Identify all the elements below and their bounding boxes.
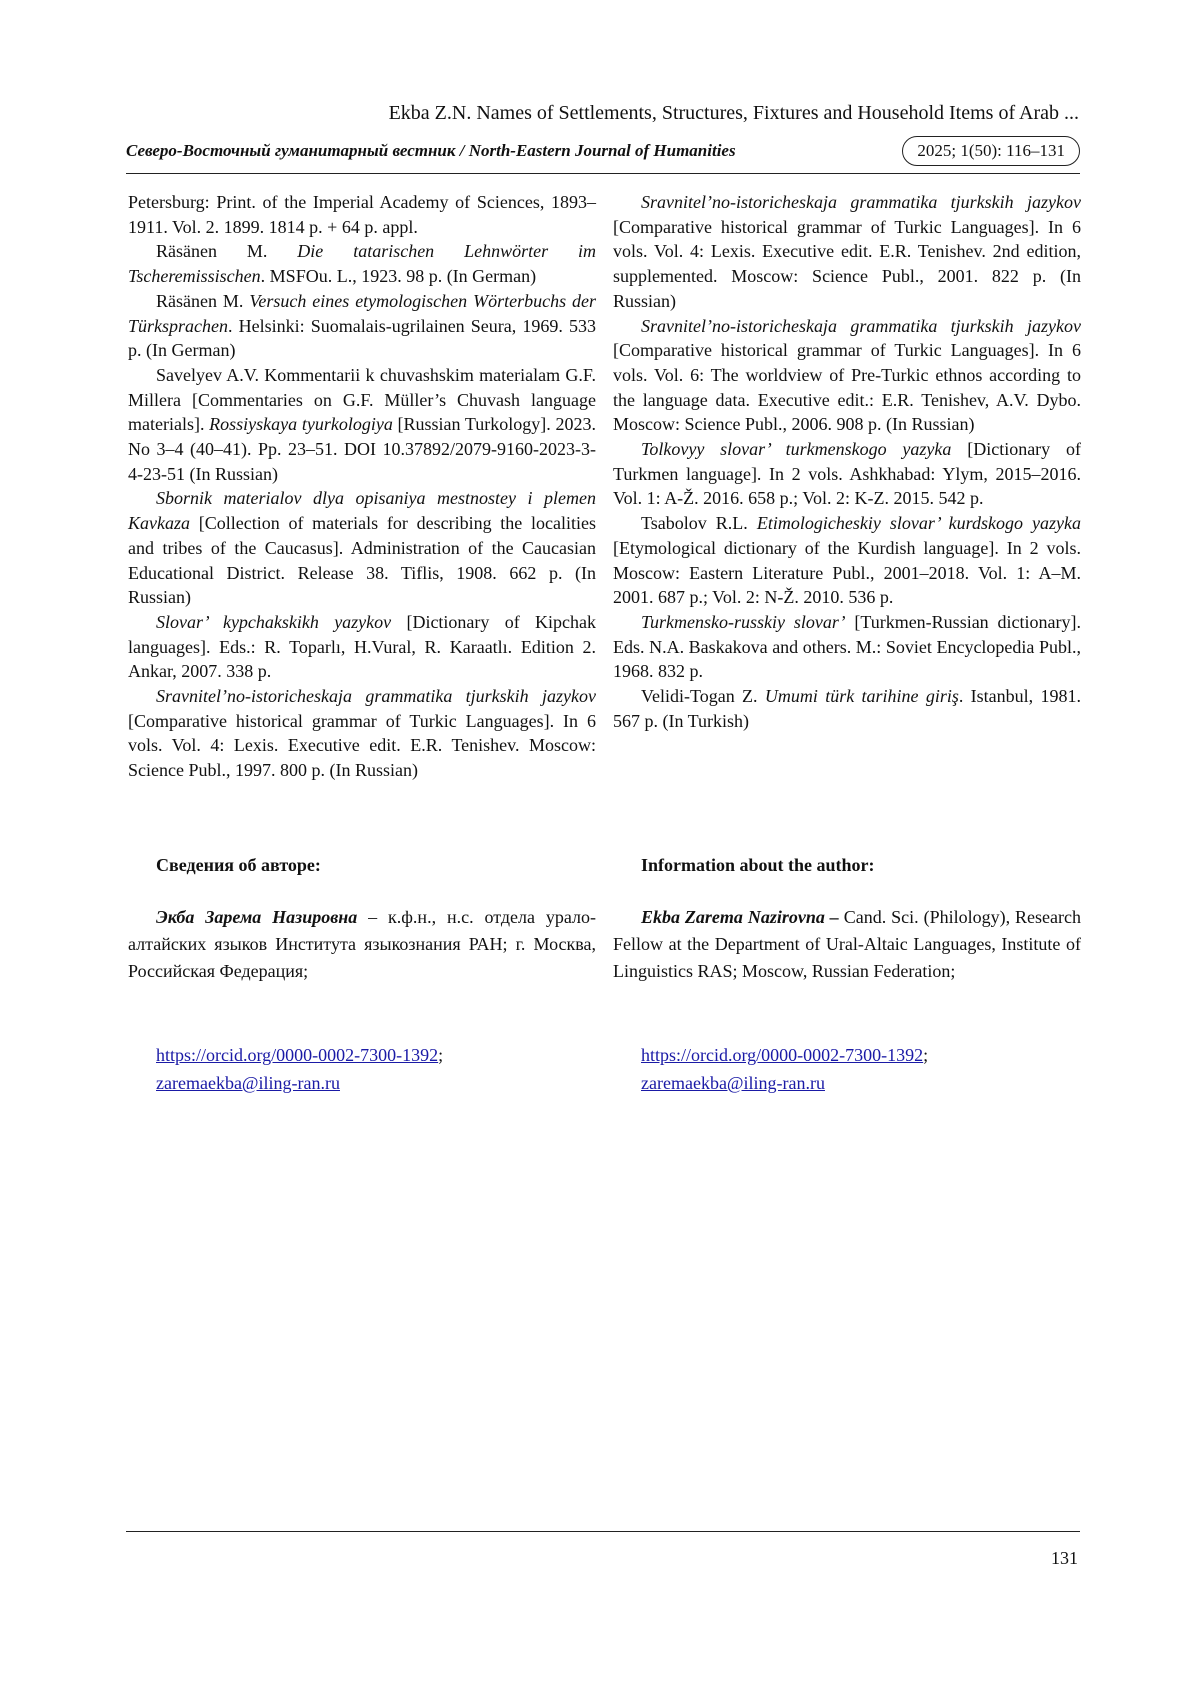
reference-item: Tsabolov R.L. Etimologicheskiy slovar’ kurdskogo yazyka [Etymological dictionary of the Kurdish language]. In 2 vols. Moscow: Eastern Literature Publ., 2001–2018. Vol. 1: A–M. 2001. 687 p.; Vol. 2: N-Ž. 2010. 536 p. [613, 513, 1082, 608]
author-name-ru: Экба Зарема Назировна [156, 907, 358, 927]
orcid-link[interactable]: https://orcid.org/0000-0002-7300-1392 [156, 1045, 439, 1065]
author-bio-en [613, 904, 1081, 985]
author-details-ru: – к.ф.н., н.с. отдела урало-алтайских языков Института языкознания РАН; г. Москва, Российская Федерация; [128, 907, 596, 981]
email-link[interactable]: zaremaekba@iling-ran.ru [156, 1073, 340, 1093]
journal-header [126, 136, 1080, 172]
reference-item: Slovar’ kypchakskikh yazykov [Dictionary of Kipchak languages]. Eds.: R. Toparlı, H.Vural, R. Karaatlı. Edition 2. Ankar, 2007. 338 p. [128, 611, 596, 682]
page-number: 131 [1051, 1548, 1078, 1568]
author-bio-ru [128, 904, 596, 985]
running-title: Ekba Z.N. Names of Settlements, Structures, Fixtures and Household Items of Arab ... [388, 102, 1079, 124]
footer-divider [126, 1531, 1080, 1532]
issue-badge: 2025; 1(50): 116–131 [902, 136, 1080, 166]
email-link[interactable]: zaremaekba@iling-ran.ru [641, 1073, 825, 1093]
header-divider [126, 173, 1080, 174]
references-right-column [613, 190, 1081, 733]
reference-item: Räsänen M. Versuch eines etymologischen Wörterbuchs der Türksprachen. Helsinki: Suomalais-ugrilainen Seura, 1969. 533 p. (In German) [128, 290, 597, 361]
reference-item: Savelyev A.V. Kommentarii k chuvashskim materialam G.F. Millera [Commentaries on G.F. Müller’s Chuvash language materials]. Rossiyskaya tyurkologiya [Russian Turkology]. 2023. No 3–4 (40–41). Pp. 23–51. DOI 10.37892/2079-9160-2023-3-4-23-51 (In Russian) [128, 364, 596, 484]
references-left-column [128, 190, 596, 783]
reference-item: Petersburg: Print. of the Imperial Academy of Sciences, 1893–1911. Vol. 2. 1899. 1814 p. + 64 p. appl. [128, 192, 596, 237]
author-name-en: Ekba Zarema Nazirovna – [641, 907, 839, 927]
author-heading-en: Information about the author: [641, 855, 875, 875]
reference-item: Turkmensko-russkiy slovar’ [Turkmen-Russian dictionary]. Eds. N.A. Baskakova and others. M.: Soviet Encyclopedia Publ., 1968. 832 p. [613, 611, 1081, 682]
reference-item: Velidi-Togan Z. Umumi türk tarihine giriş. Istanbul, 1981. 567 p. (In Turkish) [613, 686, 1081, 731]
reference-item: Tolkovyy slovar’ turkmenskogo yazyka [Dictionary of Turkmen language]. In 2 vols. Ashkhabad: Ylym, 2015–2016. Vol. 1: A-Ž. 2016. 658 p.; Vol. 2: K-Z. 2015. 542 p. [613, 439, 1081, 509]
orcid-link[interactable]: https://orcid.org/0000-0002-7300-1392 [641, 1045, 924, 1065]
journal-name: Северо-Восточный гуманитарный вестник / North-Eastern Journal of Humanities [126, 141, 736, 160]
author-heading-ru: Сведения об авторе: [156, 855, 321, 875]
reference-item: Sravnitel’no-istoricheskaja grammatika tjurkskih jazykov [Comparative historical grammar of Turkic Languages]. In 6 vols. Vol. 4: Lexis. Executive edit. E.R. Tenishev. 2nd edition, supplemented. Moscow: Science Publ., 2001. 822 p. (In Russian) [613, 192, 1081, 311]
reference-item: Sbornik materialov dlya opisaniya mestnostey i plemen Kavkaza [Collection of materials for describing the localities and tribes of the Caucasus]. Administration of the Caucasian Educational District. Release 38. Tiflis, 1908. 662 p. (In Russian) [128, 488, 596, 608]
author-details-en: Cand. Sci. (Philology), Research Fellow at the Department of Ural-Altaic Languages, Institute of Linguistics RAS; Moscow, Russian Federation; [613, 907, 1081, 981]
reference-item: Sravnitel’no-istoricheskaja grammatika tjurkskih jazykov [Comparative historical grammar of Turkic Languages]. In 6 vols. Vol. 4: Lexis. Executive edit. E.R. Tenishev. Moscow: Science Publ., 1997. 800 p. (In Russian) [128, 686, 596, 781]
author-links-en: https://orcid.org/0000-0002-7300-1392; zaremaekba@iling-ran.ru [641, 1045, 929, 1093]
reference-item: Räsänen M. Die tatarischen Lehnwörter im Tscheremissischen. MSFOu. L., 1923. 98 p. (In German) [128, 241, 596, 287]
reference-item: Sravnitel’no-istoricheskaja grammatika tjurkskih jazykov [Comparative historical grammar of Turkic Languages]. In 6 vols. Vol. 6: The worldview of Pre-Turkic ethnos according to the language data. Executive edit.: E.R. Tenishev, A.V. Dybo. Moscow: Science Publ., 2006. 908 p. (In Russian) [613, 315, 1081, 435]
author-links-ru: https://orcid.org/0000-0002-7300-1392; zaremaekba@iling-ran.ru [156, 1045, 444, 1093]
